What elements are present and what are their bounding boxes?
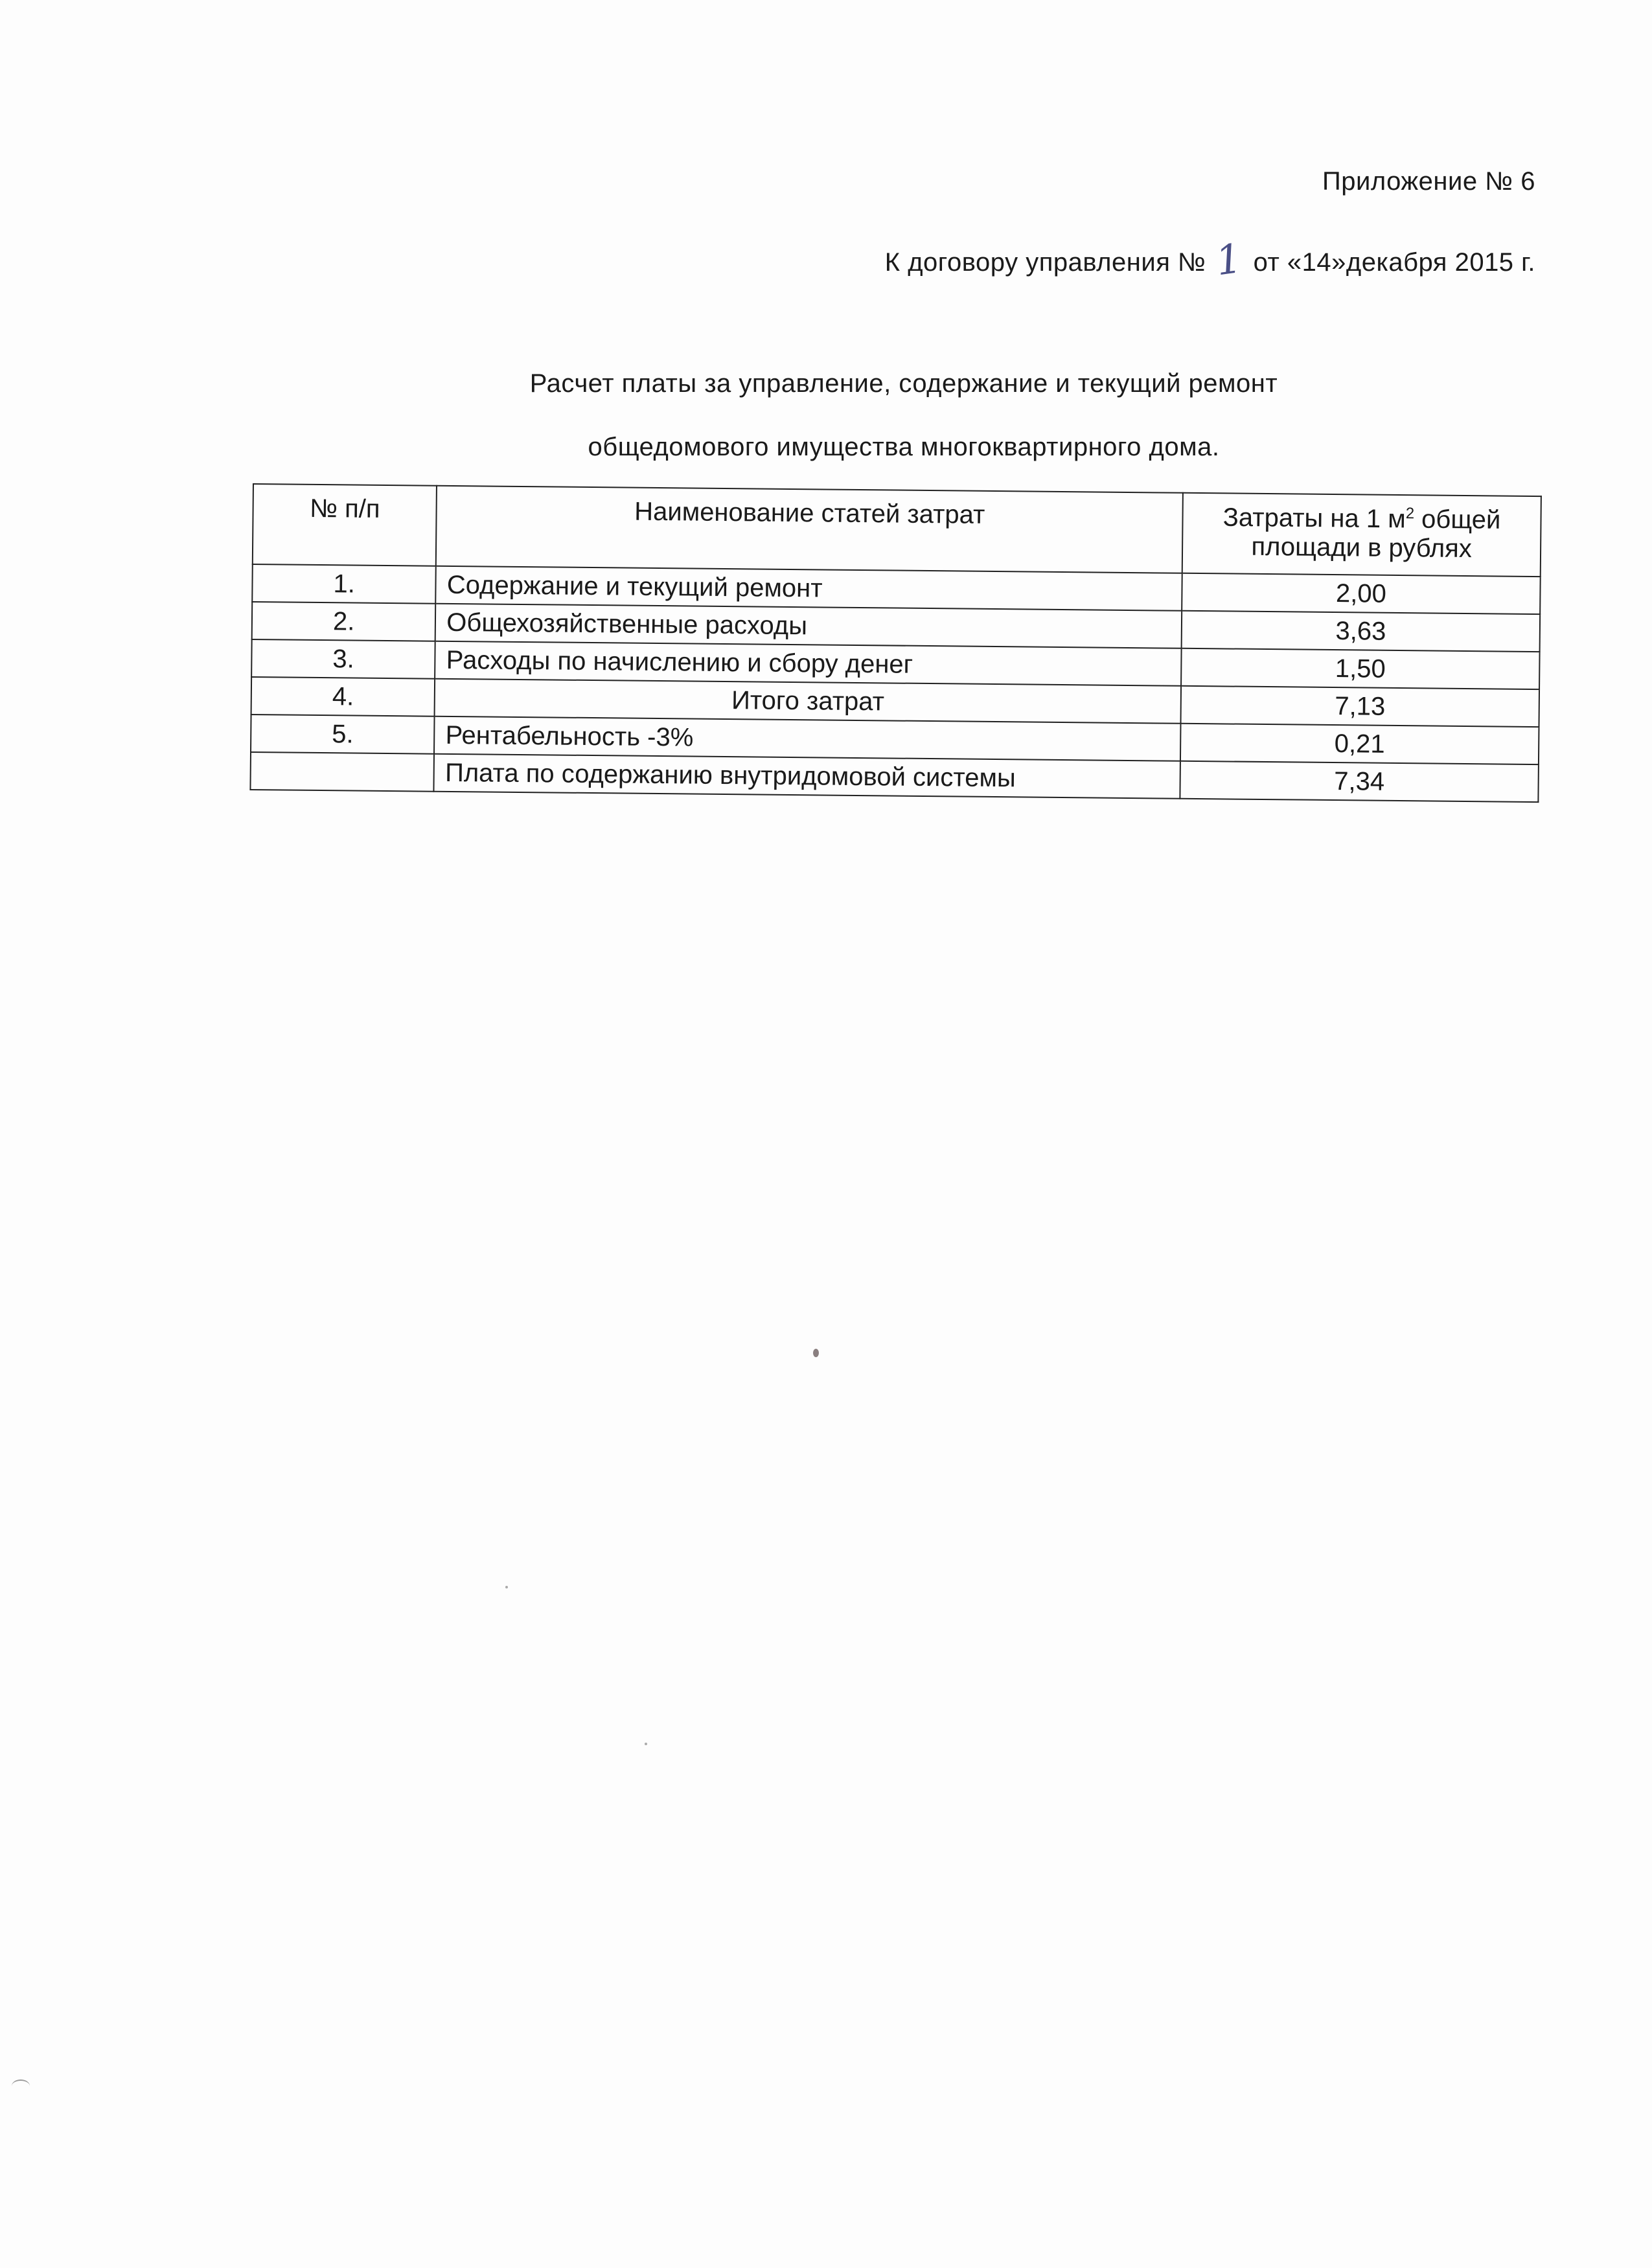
row-number: 1.: [252, 564, 436, 604]
total-value: 7,13: [1181, 686, 1539, 727]
cost-value: 2,00: [1182, 573, 1540, 614]
contract-number-handwritten: 1: [1213, 234, 1245, 285]
row-number: 2.: [252, 602, 436, 641]
cost-value: 1,50: [1181, 648, 1539, 689]
scan-speck: [813, 1349, 819, 1357]
row-number: 4.: [251, 677, 435, 716]
cost-item-name: Расходы по начислению и сбору денег: [435, 641, 1181, 686]
header-cost-item-name: Наименование статей затрат: [436, 486, 1183, 573]
contract-date: от «14»декабря 2015 г.: [1253, 248, 1535, 277]
contract-reference: [884, 233, 1535, 285]
header-cost-per-m2: [1182, 493, 1541, 577]
final-fee-value: 7,34: [1180, 761, 1538, 802]
cost-item-name: Плата по содержанию внутридомовой системы: [434, 754, 1180, 799]
row-number: 3.: [251, 639, 435, 679]
document-title-line-2: общедомового имущества многоквартирного дома.: [588, 433, 1220, 461]
scan-speck: [505, 1586, 508, 1588]
header-cost-text-end: общей площади в рублях: [1251, 505, 1501, 564]
profitability-value: 0,21: [1180, 724, 1539, 764]
header-row-number: № п/п: [253, 484, 437, 566]
cost-table: [249, 483, 1541, 803]
document-title-line-1: Расчет платы за управление, содержание и текущий ремонт: [529, 369, 1278, 398]
scan-speck: [645, 1743, 647, 1745]
annex-label: Приложение № 6: [1322, 167, 1535, 196]
contract-prefix: К договору управления №: [884, 248, 1206, 277]
header-cost-superscript: 2: [1405, 505, 1415, 523]
cost-item-name: Общехозяйственные расходы: [435, 604, 1182, 648]
row-number: 5.: [251, 715, 435, 754]
scan-edge-mark: [12, 2079, 30, 2092]
row-number: [250, 752, 434, 792]
total-label: Итого затрат: [435, 679, 1181, 724]
cost-table-header-row: [253, 484, 1541, 577]
cost-item-name: Рентабельность -3%: [434, 716, 1180, 761]
cost-value: 3,63: [1182, 611, 1540, 652]
header-cost-text: Затраты на 1 м: [1222, 503, 1406, 534]
cost-item-name: Содержание и текущий ремонт: [436, 566, 1182, 611]
